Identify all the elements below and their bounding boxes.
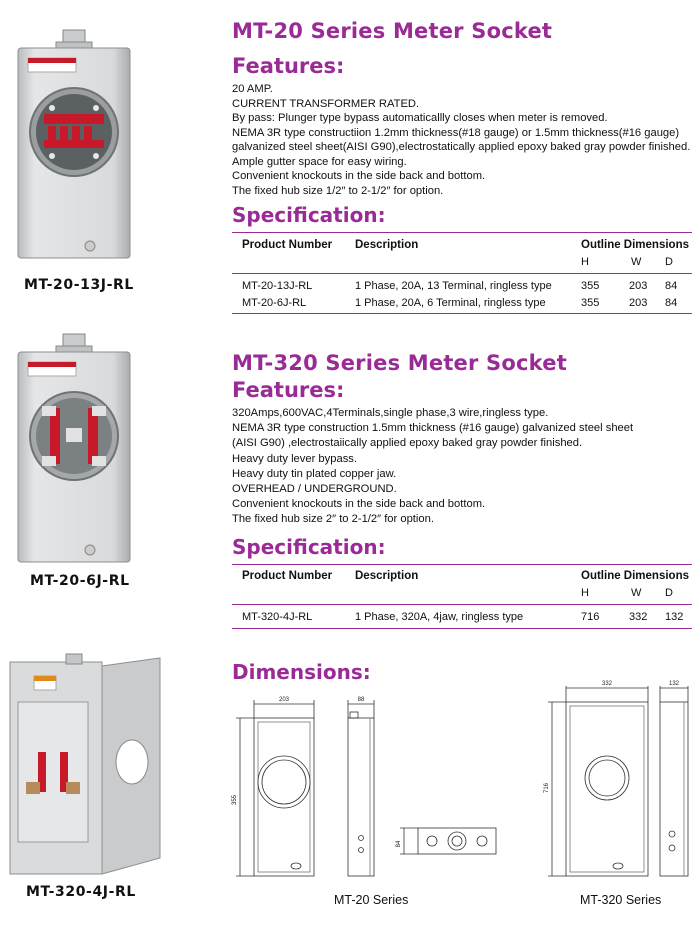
- mt20-features-heading: Features:: [232, 54, 345, 78]
- mt320-col-d: D: [665, 587, 673, 599]
- dim-mt320-depth: 132: [668, 681, 680, 687]
- feature-line: By pass: Plunger type bypass automaticallly closes when meter is removed.: [232, 112, 608, 124]
- dim-mt20-width: 203: [278, 697, 290, 703]
- mt20-row2-d: 84: [665, 297, 678, 309]
- mt320-col-h: H: [581, 587, 589, 599]
- mt20-col-h: H: [581, 256, 589, 268]
- mt20-title: MT-20 Series Meter Socket: [232, 19, 553, 43]
- mt320-features-list: [232, 406, 633, 528]
- product-photo-mt-20-13j-rl: [8, 28, 138, 260]
- feature-line: (AISI G90) ,electrostaiically applied epoxy baked gray powder finished.: [232, 437, 583, 450]
- mt20-col-outline: Outline Dimensions: [581, 239, 689, 251]
- mt320-spec-bottom-rule: [232, 628, 692, 629]
- mt20-spec-top-rule: [232, 232, 692, 233]
- mt320-series-caption: MT-320 Series: [580, 893, 662, 907]
- mt20-row1-product: MT-20-13J-RL: [242, 280, 313, 292]
- feature-line: Heavy duty lever bypass.: [232, 452, 357, 465]
- mt20-row2-h: 355: [581, 297, 600, 309]
- mt20-col-description: Description: [355, 239, 419, 251]
- mt20-col-product: Product Number: [242, 239, 333, 251]
- mt20-row2-product: MT-20-6J-RL: [242, 297, 307, 309]
- feature-line: 320Amps,600VAC,4Terminals,single phase,3 wire,ringless type.: [232, 407, 549, 419]
- feature-line: Convenient knockouts in the side back and bottom.: [232, 498, 486, 511]
- product-photo-mt-20-6j-rl: [8, 332, 138, 564]
- mt20-spec-heading: Specification:: [232, 203, 386, 227]
- mt20-row2-description: 1 Phase, 20A, 6 Terminal, ringless type: [355, 297, 546, 309]
- mt20-row1-h: 355: [581, 280, 600, 292]
- mt20-row1-d: 84: [665, 280, 678, 292]
- feature-line: Convenient knockouts in the side back and bottom.: [232, 170, 486, 182]
- mt20-col-w: W: [631, 256, 642, 268]
- mt20-col-d: D: [665, 256, 673, 268]
- mt320-features-heading: Features:: [232, 378, 345, 402]
- mt320-col-w: W: [631, 587, 642, 599]
- mt20-features-list: [232, 82, 690, 198]
- dimensions-heading: Dimensions:: [232, 660, 371, 684]
- mt20-spec-mid-rule: [232, 273, 692, 274]
- mt320-row1-product: MT-320-4J-RL: [242, 611, 313, 623]
- feature-line: OVERHEAD / UNDERGROUND.: [232, 483, 397, 496]
- mt320-row1-w: 332: [629, 611, 648, 623]
- dim-mt320-height: 716: [544, 782, 550, 794]
- feature-line: The fixed hub size 1/2″ to 2-1/2″ for option.: [232, 184, 444, 197]
- feature-line: NEMA 3R type constructiion 1.2mm thickness(#18 gauge) or 1.5mm thickness(#16 gauge): [232, 126, 680, 139]
- mt320-row1-description: 1 Phase, 320A, 4jaw, ringless type: [355, 611, 524, 623]
- dim-mt20-height: 355: [232, 794, 238, 806]
- mt20-row1-w: 203: [629, 280, 648, 292]
- feature-line: NEMA 3R type construction 1.5mm thickness (#16 gauge) galvanized steel sheet: [232, 422, 634, 435]
- product-caption-3: MT-320-4J-RL: [26, 884, 136, 900]
- mt20-row1-description: 1 Phase, 20A, 13 Terminal, ringless type: [355, 280, 552, 292]
- mt320-row1-d: 132: [665, 611, 684, 623]
- mt320-col-product: Product Number: [242, 570, 333, 582]
- feature-line: galvanized steel sheet(AISI G90),electrostatically applied epoxy baked gray powder finished.: [232, 141, 691, 153]
- mt320-col-outline: Outline Dimensions: [581, 570, 689, 582]
- mt320-spec-heading: Specification:: [232, 535, 386, 559]
- product-photo-mt-320-4j-rl: [4, 652, 166, 880]
- product-caption-1: MT-20-13J-RL: [24, 277, 134, 293]
- feature-line: CURRENT TRANSFORMER RATED.: [232, 97, 420, 110]
- mt20-row2-w: 203: [629, 297, 648, 309]
- mt320-title: MT-320 Series Meter Socket: [232, 351, 567, 375]
- dim-mt20-depth: 88: [357, 697, 365, 703]
- dim-mt320-width: 332: [601, 681, 613, 687]
- feature-line: Ample gutter space for easy wiring.: [232, 155, 407, 168]
- mt20-spec-bottom-rule: [232, 313, 692, 314]
- mt320-spec-top-rule: [232, 564, 692, 565]
- mt320-spec-mid-rule: [232, 604, 692, 605]
- mt320-col-description: Description: [355, 570, 419, 582]
- mt320-row1-h: 716: [581, 611, 600, 623]
- dimension-drawings: [226, 681, 700, 888]
- product-caption-2: MT-20-6J-RL: [30, 573, 130, 589]
- feature-line: 20 AMP.: [232, 83, 273, 95]
- feature-line: The fixed hub size 2″ to 2-1/2″ for option.: [232, 513, 434, 526]
- mt20-series-caption: MT-20 Series: [334, 893, 409, 907]
- feature-line: Heavy duty tin plated copper jaw.: [232, 467, 397, 480]
- dim-mt20-bottom-depth: 84: [396, 840, 402, 848]
